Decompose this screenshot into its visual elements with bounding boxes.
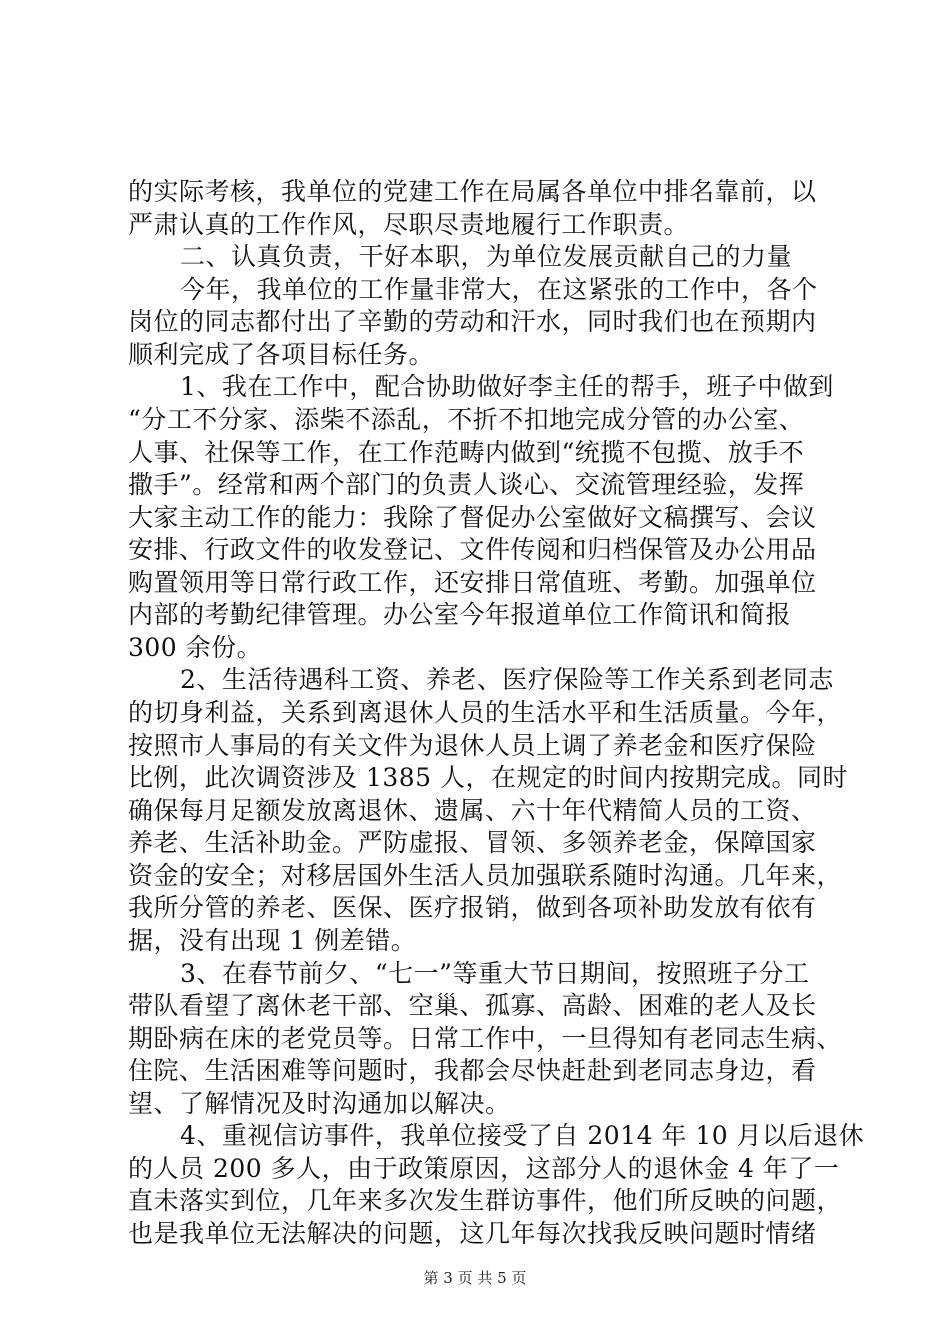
text-line: 望、了解情况及时沟通加以解决。 [128,1089,511,1118]
text-line: 的切身利益，关系到离退休人员的生活水平和生活质量。今年， [128,698,843,727]
text-line: 2、生活待遇科工资、养老、医疗保险等工作关系到老同志 [180,665,834,694]
text-line: 的实际考核，我单位的党建工作在局属各单位中排名靠前，以 [128,177,817,206]
text-line: 直未落实到位，几年来多次发生群访事件，他们所反映的问题， [128,1186,843,1215]
text-line: 带队看望了离休老干部、空巢、孤寡、高龄、困难的老人及长 [128,991,817,1020]
text-line: 的人员 200 多人，由于政策原因，这部分人的退休金 4 年了一 [128,1154,840,1183]
text-line: 也是我单位无法解决的问题，这几年每次找我反映问题时情绪 [128,1219,817,1248]
text-line: 购置领用等日常行政工作，还安排日常值班、考勤。加强单位 [128,568,817,597]
text-line: 大家主动工作的能力：我除了督促办公室做好文稿撰写、会议 [128,503,817,532]
text-line: 4、重视信访事件，我单位接受了自 2014 年 10 月以后退休 [180,1121,865,1150]
section-heading: 二、认真负责，干好本职，为单位发展贡献自己的力量 [180,242,793,271]
text-line: 岗位的同志都付出了辛勤的劳动和汗水，同时我们也在预期内 [128,307,817,336]
text-line: 我所分管的养老、医保、医疗报销，做到各项补助发放有依有 [128,893,817,922]
text-line: 撒手”。经常和两个部门的负责人谈心、交流管理经验，发挥 [128,470,805,499]
text-line: 3、在春节前夕、“七一”等重大节日期间，按照班子分工 [180,959,810,988]
text-line: 据，没有出现 1 例差错。 [128,926,417,955]
text-line: 顺利完成了各项目标任务。 [128,340,435,369]
text-line: 严肃认真的工作作风，尽职尽责地履行工作职责。 [128,210,690,239]
text-line: 300 余份。 [128,633,263,662]
text-line: 确保每月足额发放离退休、遗属、六十年代精简人员的工资、 [128,796,817,825]
text-line: 养老、生活补助金。严防虚报、冒领、多领养老金，保障国家 [128,828,817,857]
text-line: “分工不分家、添柴不添乱，不折不扣地完成分管的办公室、 [128,405,805,434]
text-line: 人事、社保等工作，在工作范畴内做到“统揽不包揽、放手不 [128,438,805,467]
text-line: 住院、生活困难等问题时，我都会尽快赶赴到老同志身边，看 [128,1056,817,1085]
text-line: 按照市人事局的有关文件为退休人员上调了养老金和医疗保险 [128,731,817,760]
page-number-footer: 第 3 页 共 5 页 [423,1269,527,1287]
text-line: 资金的安全；对移居国外生活人员加强联系随时沟通。几年来， [128,861,843,890]
text-line: 今年，我单位的工作量非常大，在这紧张的工作中，各个 [180,275,818,304]
text-line: 期卧病在床的老党员等。日常工作中，一旦得知有老同志生病、 [128,1024,843,1053]
text-line: 内部的考勤纪律管理。办公室今年报道单位工作简讯和简报 [128,600,792,629]
text-line: 比例，此次调资涉及 1385 人，在规定的时间内按期完成。同时 [128,763,849,792]
text-line: 安排、行政文件的收发登记、文件传阅和归档保管及办公用品 [128,535,817,564]
text-line: 1、我在工作中，配合协助做好李主任的帮手，班子中做到 [180,372,834,401]
